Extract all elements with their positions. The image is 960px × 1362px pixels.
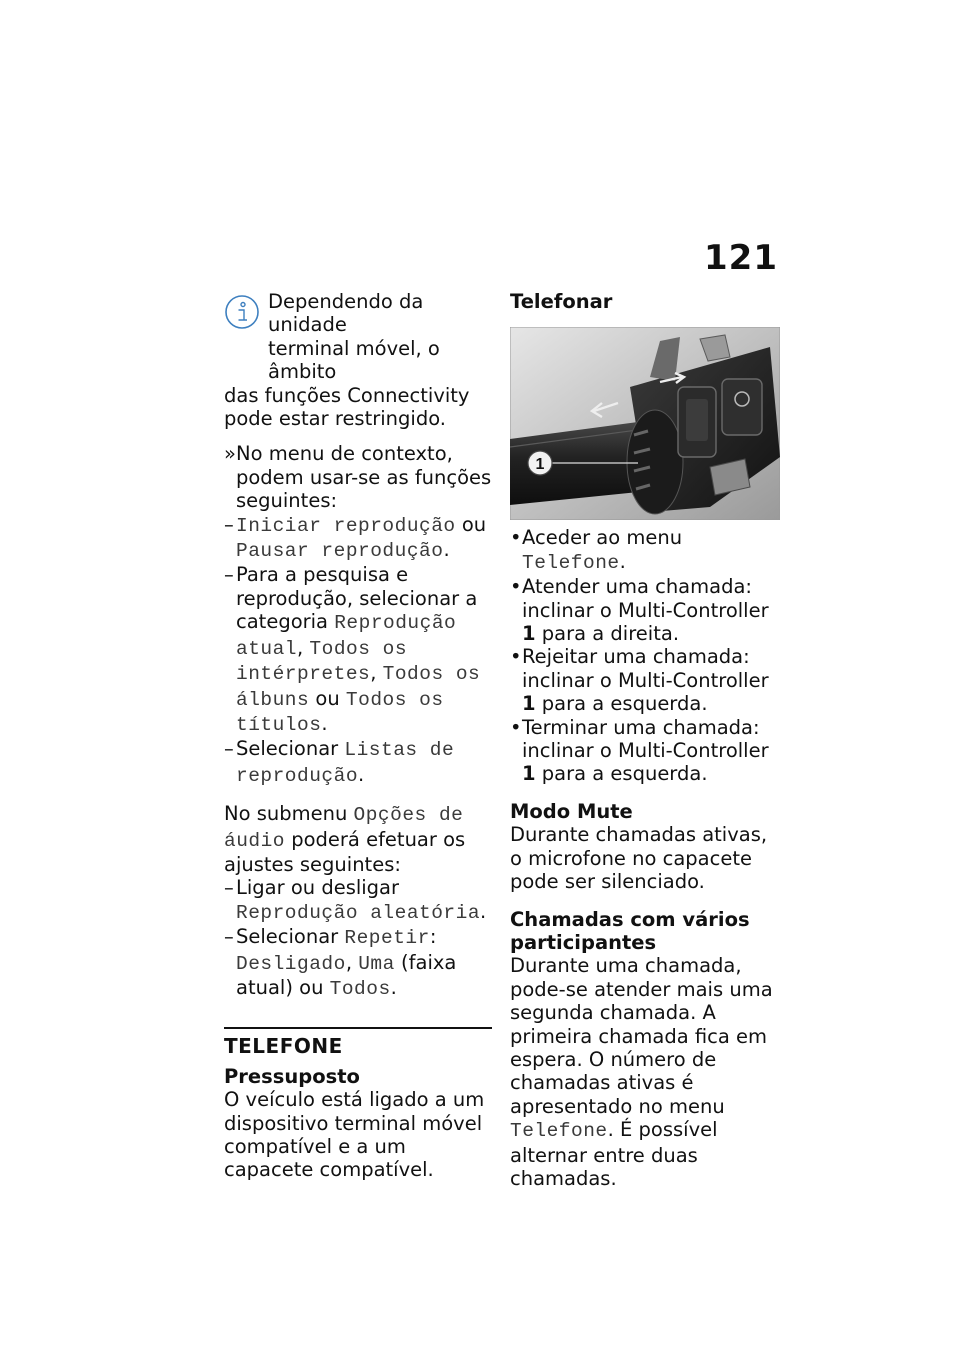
menu-term: Desligado [236,952,346,975]
handlebar-controls-figure [510,327,780,520]
mute-text: Durante chamadas ativas, o microfone no capacete pode ser silenciado. [510,823,768,894]
right-column [510,290,780,1190]
menu-term: Uma [358,952,395,975]
mute-heading: Modo Mute [510,799,633,823]
callout-ref: 1 [522,762,536,786]
context-menu-item-play: – Iniciar reprodução ou Pausar reprodução. [224,512,487,563]
menu-term: Telefone [510,1120,608,1143]
dash-marker: – [224,512,234,536]
multi-call-text [510,954,780,1190]
info-note-line2: terminal móvel, o âmbito [268,336,440,384]
menu-term: Repetir [344,927,430,950]
section-divider [224,1027,492,1029]
menu-term: Todos os títulos [236,688,444,736]
info-icon [224,294,260,330]
callout-ref: 1 [522,692,536,716]
bullet-text: para a direita. [541,622,680,646]
menu-term: Opções de áudio [224,804,464,852]
info-note-text: das funções Connectivity pode estar restringido. [224,383,470,431]
context-menu-item-search: – Para a pesquisa e reprodução, selecionar a categoria Reprodução atual, Todos os intérpretes, Todos os álbuns ou Todos os títulos. [224,563,481,736]
bullet-text: para a esquerda. [541,762,708,786]
bullet-text: Terminar uma chamada: inclinar o Multi-Controller [522,715,769,763]
callout-ref: 1 [522,622,536,646]
prerequisite-heading: Pressuposto [224,1064,360,1088]
telefonar-heading: Telefonar [510,290,613,313]
dash-marker: – [224,737,234,761]
context-menu-step [224,442,492,512]
info-note [224,290,492,430]
item-text: Ligar ou desligar [236,876,400,900]
dash-marker: – [224,563,234,587]
menu-term: Reprodução aleatória [236,901,481,924]
conjunction: ou [461,512,487,536]
left-column [224,290,492,1182]
multi-call-text-a: Durante uma chamada, pode-se atender mais uma segunda chamada. A primeira chamada fica em espera. O número de chamadas ativas é apresentado no menu [510,954,773,1118]
bullet-marker: • [510,526,522,550]
page-number: 121 [704,238,778,278]
dash-marker: – [224,876,234,900]
menu-term: Pausar reprodução [236,540,444,563]
audio-submenu-intro [224,802,492,876]
multi-call-heading: Chamadas com vários participantes [510,907,750,954]
bullet-text: para a esquerda. [541,692,708,716]
bullet-open-menu: • Aceder ao menu Telefone. [510,526,683,574]
bullet-text: Aceder ao menu [522,526,683,550]
bullet-marker: • [510,715,522,739]
conjunction: ou [299,975,324,999]
menu-term: Todos os intérpretes [236,637,408,686]
conjunction: ou [315,686,340,710]
menu-term: Todos os álbuns [236,663,481,711]
bullet-end-call [510,716,780,786]
audio-item-shuffle: – Ligar ou desligar Reprodução aleatória. [224,876,487,924]
bullet-reject-call [510,645,780,715]
intro-text: poderá efetuar os ajustes seguintes: [224,827,466,876]
prerequisite-text: O veículo está ligado a um dispositivo terminal móvel compatível e a um capacete compatível. [224,1088,485,1182]
bullet-marker: • [510,645,522,669]
audio-item-repeat: – Selecionar Repetir: Desligado, Uma (faixa atual) ou Todos. [224,925,457,1000]
menu-term: Listas de reprodução [236,739,455,787]
menu-term: Iniciar reprodução [236,514,456,537]
figure-callout-1: 1 [535,456,545,474]
bullet-text: Atender uma chamada: inclinar o Multi-Controller [522,575,769,622]
section-title: TELEFONE [224,1034,343,1059]
menu-term: Reprodução atual [236,612,457,660]
dash-marker: – [224,925,234,949]
intro-text: No submenu [224,802,348,826]
step-arrow-icon: » [224,442,236,466]
menu-term: Telefone [522,551,620,574]
bullet-marker: • [510,575,522,599]
multi-call-text-b: . É possível alternar entre duas chamadas. [510,1118,718,1190]
context-menu-intro: No menu de contexto, podem usar-se as funções seguintes: [236,442,492,513]
item-note: (faixa atual) [236,950,457,999]
bullet-answer-call [510,575,780,645]
context-menu-item-playlists: – Selecionar Listas de reprodução. [224,737,455,787]
bullet-text: Rejeitar uma chamada: inclinar o Multi-Controller [522,645,769,692]
info-note-line1: Dependendo da unidade [268,290,424,337]
menu-term: Todos [329,977,391,1000]
item-text: Selecionar [236,737,339,761]
item-text: Para a pesquisa e reprodução, selecionar a categoria [236,563,478,634]
item-text: Selecionar [236,925,339,949]
